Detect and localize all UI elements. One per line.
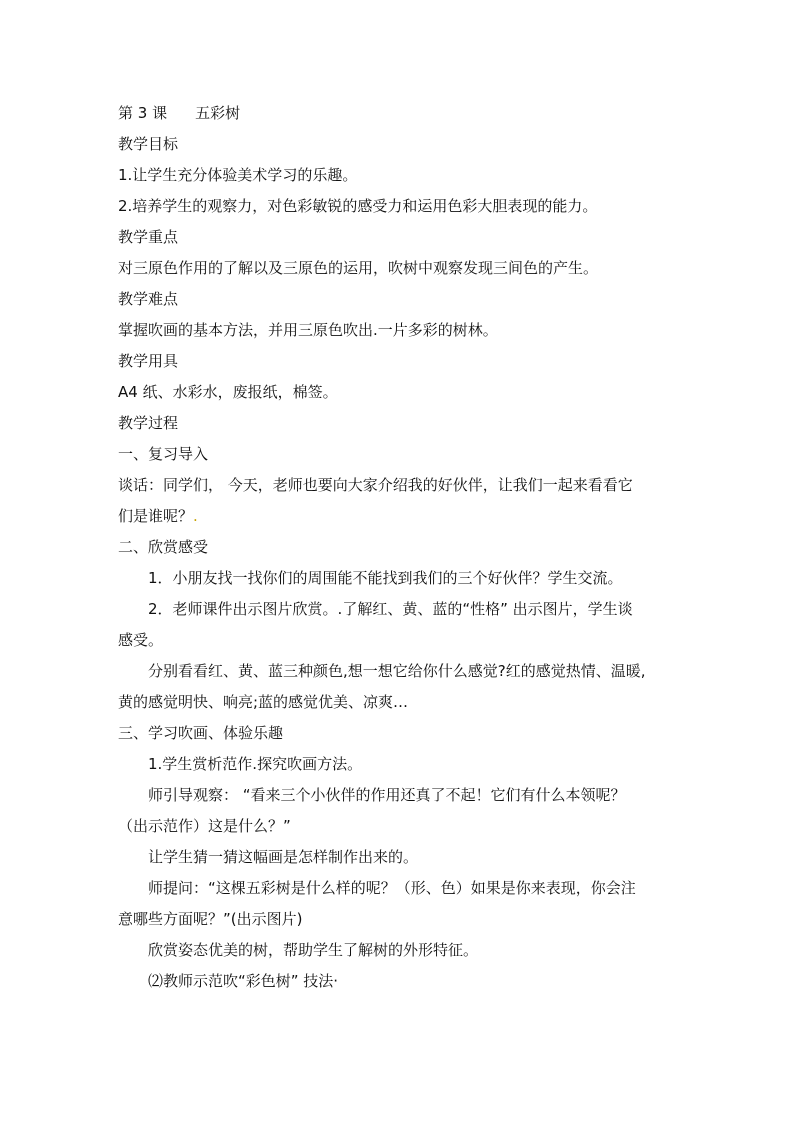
part3-ask-line2: 意哪些方面呢？”(出示图片) bbox=[118, 910, 303, 928]
part2-para-line1: 分别看看红、黄、蓝三种颜色,想一想它给你什么感觉?红的感觉热情、温暖, bbox=[148, 662, 646, 680]
part2-item2-line2: 感受。 bbox=[118, 631, 164, 649]
part3-demo: ⑵教师示范吹“彩色树” 技法· bbox=[148, 972, 339, 990]
goal-2: 2.培养学生的观察力，对色彩敏锐的感受力和运用色彩大胆表现的能力。 bbox=[118, 197, 598, 215]
goal-1: 1.让学生充分体验美术学习的乐趣。 bbox=[118, 166, 358, 184]
tools-heading: 教学用具 bbox=[118, 352, 179, 370]
document-content bbox=[118, 98, 678, 997]
difficulty-heading: 教学难点 bbox=[118, 290, 179, 308]
part3-guess: 让学生猜一猜这幅画是怎样制作出来的。 bbox=[148, 848, 419, 866]
part1-line2-text: 们是谁呢？ bbox=[118, 507, 194, 525]
part2-item1: 1．小朋友找一找你们的周围能不能找到我们的三个好伙伴？学生交流。 bbox=[148, 569, 623, 587]
part1-heading: 一、复习导入 bbox=[118, 445, 209, 463]
process-heading: 教学过程 bbox=[118, 414, 179, 432]
part3-appreciate: 欣赏姿态优美的树，帮助学生了解树的外形特征。 bbox=[148, 941, 479, 959]
lesson-label: 第 3 课 bbox=[118, 104, 168, 122]
part2-heading: 二、欣赏感受 bbox=[118, 538, 209, 556]
part1-line1: 谈话：同学们， 今天，老师也要向大家介绍我的好伙伴，让我们一起来看看它 bbox=[118, 476, 633, 494]
goals-heading: 教学目标 bbox=[118, 135, 179, 153]
key-heading: 教学重点 bbox=[118, 228, 179, 246]
part1-line2 bbox=[118, 501, 678, 532]
part2-item2-line1: 2．老师课件出示图片欣赏。.了解红、黄、蓝的“性格” 出示图片，学生谈 bbox=[148, 600, 633, 618]
tools-text: A4 纸、水彩水，废报纸，棉签。 bbox=[118, 383, 338, 401]
difficulty-text: 掌握吹画的基本方法，并用三原色吹出.一片多彩的树林。 bbox=[118, 321, 498, 339]
part3-teacher-line1: 师引导观察： “看来三个小伙伴的作用还真了不起！它们有什么本领呢？ bbox=[148, 786, 626, 804]
lesson-title: 五彩树 bbox=[195, 104, 241, 122]
key-text: 对三原色作用的了解以及三原色的运用，吹树中观察发现三间色的产生。 bbox=[118, 259, 599, 277]
part3-item1: 1.学生赏析范作.探究吹画方法。 bbox=[148, 755, 363, 773]
part3-teacher-line2: （出示范作）这是什么？” bbox=[118, 817, 291, 835]
part2-para-line2: 黄的感觉明快、响亮;蓝的感觉优美、凉爽… bbox=[118, 693, 409, 711]
part1-mark: . bbox=[193, 507, 198, 525]
part3-heading: 三、学习吹画、体验乐趣 bbox=[118, 724, 284, 742]
lesson-title-line bbox=[118, 98, 678, 129]
part3-ask-line1: 师提问：“这棵五彩树是什么样的呢？（形、色）如果是你来表现，你会注 bbox=[148, 879, 636, 897]
